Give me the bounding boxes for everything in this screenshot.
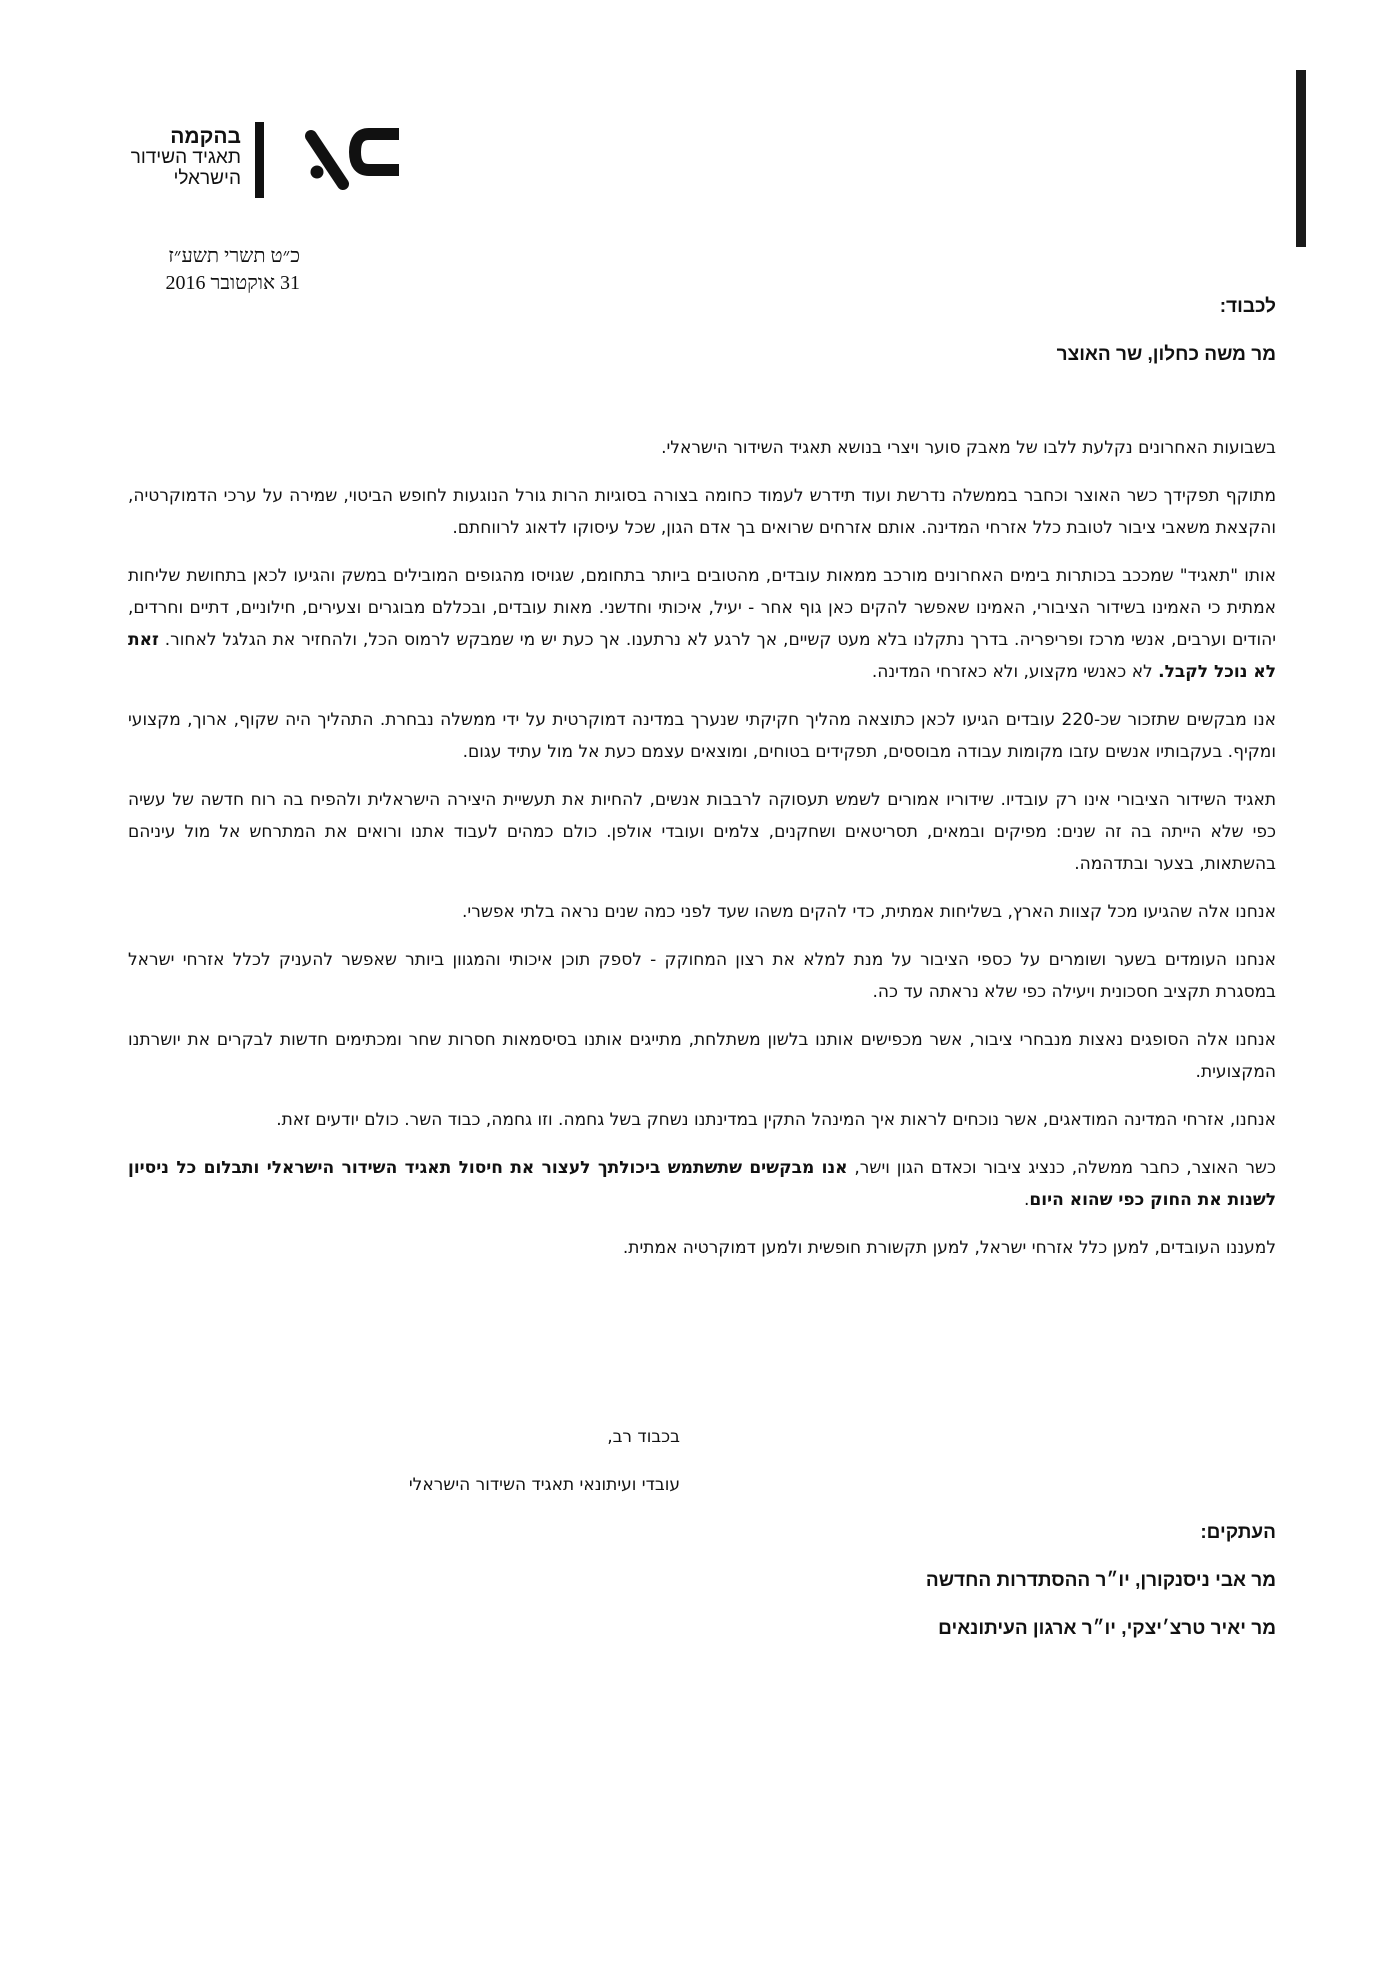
bold-request: אנו מבקשים שתשתמש ביכולתך לעצור את חיסול תאגיד השידור הישראלי ותבלום כל ניסיון לשנות את החוק כפי שהוא היום bbox=[128, 1158, 1276, 1210]
logo-line-2: תאגיד השידור bbox=[130, 147, 241, 168]
copies-title: העתקים: bbox=[1200, 1522, 1276, 1543]
paragraph-1: בשבועות האחרונים נקלעת ללבו של מאבק סוער ויצרי בנושא תאגיד השידור הישראלי. bbox=[661, 438, 1276, 458]
paragraph-8: אנחנו אלה הסופגים נאצות מנבחרי ציבור, אשר מכפישים אותנו בלשון משתלחת, מתייגים אותנו בסיסמאות חסרות שחר ומכתימים חדשות לבקרים את יושרתנו המקצועית. bbox=[128, 1030, 1276, 1082]
logo-line-3: הישראלי bbox=[173, 168, 241, 189]
hebrew-date: כ״ט תשרי תשע״ז bbox=[168, 245, 300, 267]
kan-logo-mark bbox=[251, 122, 403, 198]
copies-item-1: מר אבי ניסנקורן, יו״ר ההסתדרות החדשה bbox=[925, 1570, 1276, 1591]
paragraph-10: כשר האוצר, כחבר ממשלה, כנציג ציבור וכאדם הגון וישר, אנו מבקשים שתשתמש ביכולתך לעצור את חיסול תאגיד השידור הישראלי ותבלום כל ניסיון לשנות את החוק כפי שהוא היום. bbox=[128, 1158, 1276, 1210]
salutation-to: לכבוד: bbox=[1219, 296, 1276, 317]
copies-item-2: מר יאיר טרצ׳יצקי, יו״ר ארגון העיתונאים bbox=[938, 1618, 1276, 1639]
paragraph-4: אנו מבקשים שתזכור שכ-220 עובדים הגיעו לכאן כתוצאה מהליך חקיקתי שנערך במדינה דמוקרטית על ידי ממשלה נבחרת. התהליך היה שקוף, ארוך, מקצועי ומקיף. בעקבותיו אנשים עזבו מקומות עבודה מבוססים, תפקידים בטוחים, ומוצאים עצמם כעת אל מול עתיד עגום. bbox=[128, 710, 1276, 762]
paragraph-9: אנחנו, אזרחי המדינה המודאגים, אשר נוכחים לראות איך המינהל התקין במדינתנו נשחק בשל גחמה. וזו גחמה, כבוד השר. כולם יודעים זאת. bbox=[276, 1110, 1276, 1130]
paragraph-7: אנחנו העומדים בשער ושומרים על כספי הציבור על מנת למלא את רצון המחוקק - לספק תוכן איכותי והמגוון ביותר שאפשר להעניק לכלל אזרחי ישראל במסגרת תקציב חסכונית ויעילה כפי שלא נראתה עד כה. bbox=[128, 950, 1276, 1002]
gregorian-date: 31 אוקטובר 2016 bbox=[165, 272, 300, 294]
signature: עובדי ועיתונאי תאגיד השידור הישראלי bbox=[408, 1475, 680, 1495]
kan-logo bbox=[103, 120, 403, 200]
paragraph-6: אנחנו אלה שהגיעו מכל קצוות הארץ, בשליחות אמתית, כדי להקים משהו שעד לפני כמה שנים נראה בלתי אפשרי. bbox=[462, 902, 1276, 922]
regards: בכבוד רב, bbox=[607, 1427, 680, 1447]
decorative-vertical-bar bbox=[1296, 70, 1306, 247]
logo-line-1: בהקמה bbox=[170, 125, 241, 148]
paragraph-5: תאגיד השידור הציבורי אינו רק עובדיו. שידוריו אמורים לשמש תעסוקה לרבבות אנשים, להחיות את תעשיית היצירה הישראלית ולהפיח בה רוח חדשה של עשיה כפי שלא הייתה בה זה שנים: מפיקים ובמאים, תסריטאים ושחקנים, צלמים ועובדי אולפן. כולם כמהים לעבוד אתנו ורואים את המתרחש אל מול עיניהם בהשתאות, בצער ובתדהמה. bbox=[128, 790, 1276, 874]
paragraph-3: אותו "תאגיד" שמככב בכותרות בימים האחרונים מורכב ממאות עובדים, מהטובים ביותר בתחומם, שגויסו מהגופים המובילים במשק והגיעו לכאן בתחושת שליחות אמתית כי האמינו בשידור הציבורי, האמינו שאפשר להקים כאן גוף אחר - יעיל, איכותי וחדשני. מאות עובדים, ובכללם מבוגרים וצעירים, חילוניים, דתיים וחרדים, יהודים וערבים, אנשי מרכז ופריפריה. בדרך נתקלנו בלא מעט קשיים, אך לרגע לא נרתענו. אך כעת יש מי שמבקש לרמוס הכל, ולהחזיר את הגלגל לאחור. זאת לא נוכל לקבל. לא כאנשי מקצוע, ולא כאזרחי המדינה. bbox=[128, 566, 1276, 682]
letter-body bbox=[128, 432, 1276, 1280]
recipient-line: מר משה כחלון, שר האוצר bbox=[1056, 344, 1276, 365]
logo-text bbox=[103, 126, 241, 189]
paragraph-2: מתוקף תפקידך כשר האוצר וכחבר בממשלה נדרשת ועוד תידרש לעמוד כחומה בצורה בסוגיות הרות גורל הנוגעות לחופש הביטוי, שמירה על ערכי הדמוקרטיה, והקצאת משאבי ציבור לטובת כלל אזרחי המדינה. אותם אזרחים שרואים בך אדם הגון, שכל עיסוקו לדאוג לרווחתם. bbox=[128, 486, 1276, 538]
paragraph-11: למעננו העובדים, למען כלל אזרחי ישראל, למען תקשורת חופשית ולמען דמוקרטיה אמתית. bbox=[622, 1238, 1276, 1258]
bold-phrase: זאת לא נוכל לקבל. bbox=[128, 630, 1276, 682]
letter-date bbox=[100, 243, 300, 297]
